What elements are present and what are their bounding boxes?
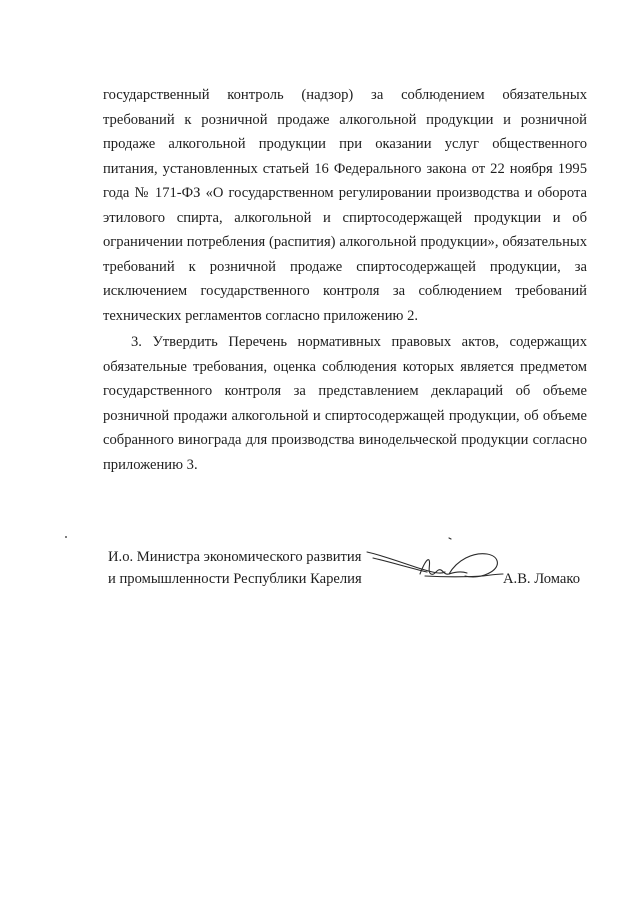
paragraph-continued: государственный контроль (надзор) за соблюдением обязательных требований к розничной продаже алкогольной продукции и розничной продаже алкогольной продукции при оказании услуг общественного питания, установленных статьей 16 Федерального закона от 22 ноября 1995 года № 171-ФЗ «О государственном регулировании производства и оборота этилового спирта, алкогольной и спиртосодержащей продукции и об ограничении потребления (распития) алкогольной продукции», обязательных требований к розничной продаже спиртосодержащей продукции, за исключением государственного контроля за соблюдением требований технических регламентов согласно приложению 2. (103, 87, 587, 324)
signatory-name: А.В. Ломако (503, 571, 581, 587)
handwritten-signature (365, 530, 510, 590)
signatory-position-line2: и промышленности Республики Карелия (108, 571, 362, 587)
paragraph-3: 3. Утвердить Перечень нормативных правовых актов, содержащих обязательные требования, оценка соблюдения которых является предметом государственного контроля за представлением деклараций об объеме розничной продажи алкогольной и спиртосодержащей продукции, об объеме собранного винограда для производства винодельческой продукции согласно приложению 3. (103, 334, 587, 473)
signatory-position (108, 546, 362, 590)
scan-speck (65, 536, 67, 538)
signatory-position-line1: И.о. Министра экономического развития (108, 549, 362, 565)
document-body (103, 83, 587, 477)
